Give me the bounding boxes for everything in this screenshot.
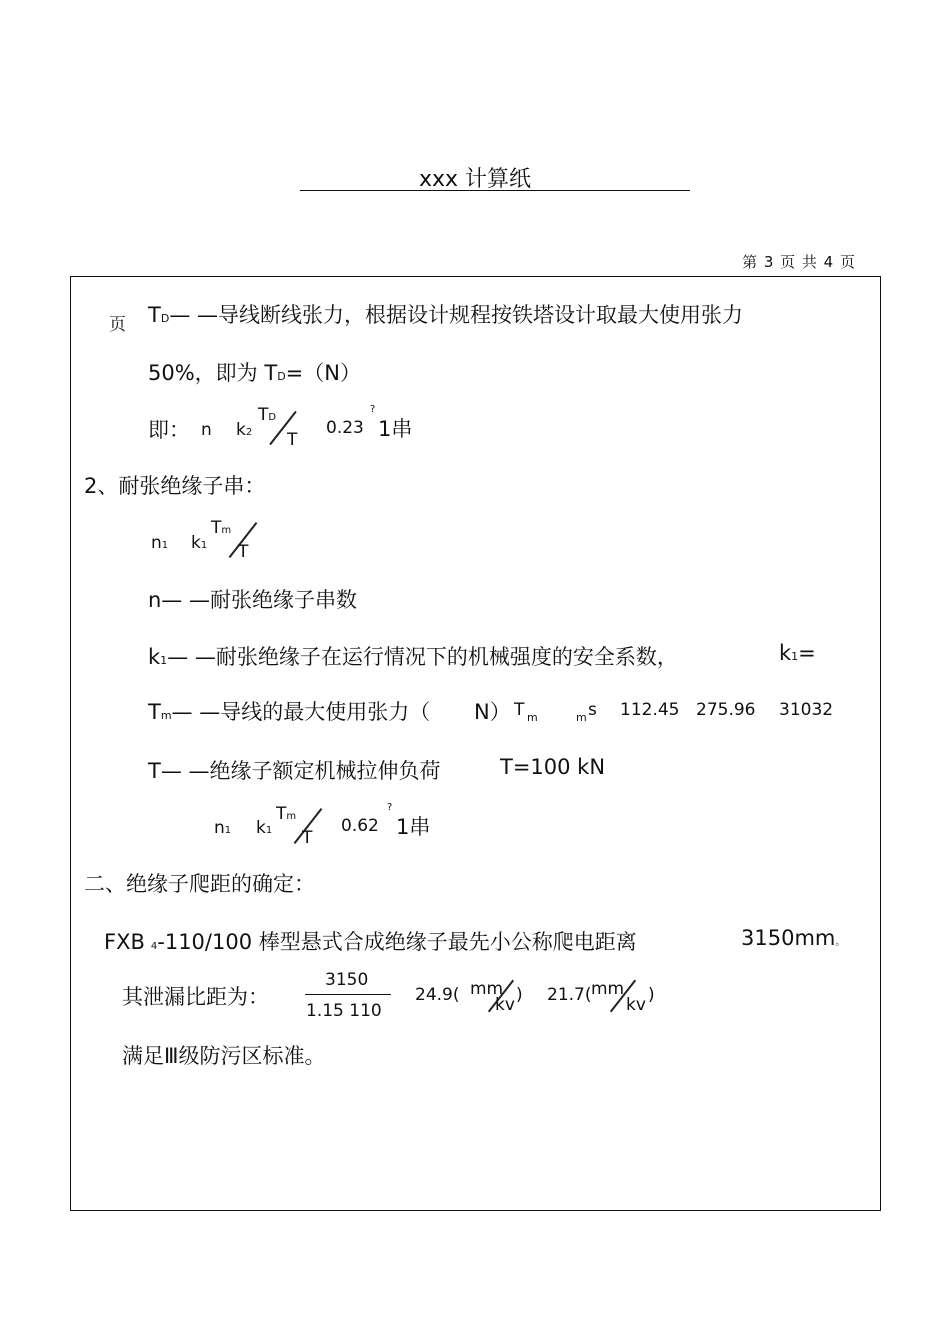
formula-value: 0.23 [326,418,364,438]
m-subscript: m [576,711,587,724]
t-value: T=100 kN [500,755,606,779]
tm-subscript: m [527,711,538,724]
formula-denominator-t: T [238,542,249,562]
td-definition-text: — —导线断线张力，根据设计规程按铁塔设计取最大使用张力 [169,303,743,327]
page-number: 第 3 页 共 4 页 [742,253,856,271]
tm-value-2: 275.96 [696,700,756,720]
leakage-numerator: 3150 [325,970,369,990]
definition-t: T— —绝缘子额定机械拉伸负荷 [148,759,441,783]
calc-numerator: Tm [276,804,297,824]
unit-numerator-2: mm [591,979,625,999]
calc-result: 1串 [396,815,431,839]
formula-k: k2 [236,420,253,440]
definition-tm: Tm— —导线的最大使用张力（ [148,700,431,724]
leakage-denominator: 1.15 110 [306,1001,382,1021]
definition-tm-unit: N） [474,700,511,724]
subscript-d: D [277,370,286,383]
calc-k1: k1 [256,818,273,838]
fraction-bar [305,994,391,995]
formula-numerator: TD [258,405,277,425]
section-heading-tension-string: 2、耐张绝缘子串： [84,474,266,498]
margin-note: 页 [109,315,126,335]
formula-n: n [201,420,212,440]
tm-value-1: 112.45 [620,700,680,720]
unit-denominator-2: kv [626,995,646,1015]
subscript-d: D [160,312,170,325]
content-frame [70,276,881,1211]
calc-denominator: T [302,828,313,848]
definition-k1: k1— —耐张绝缘子在运行情况下的机械强度的安全系数， [148,645,678,669]
symbol-t: T [148,303,161,327]
k1-value: k1= [779,641,816,665]
document-title: xxx 计算纸 [418,167,532,192]
tm-value-3: 31032 [779,700,834,720]
definition-n: n— —耐张绝缘子串数 [148,588,357,612]
formula-lead: 即： [148,418,190,442]
tm-symbol: T [514,700,525,720]
ratio-close-1: ) [516,985,523,1005]
line-td-definition [148,299,743,329]
unit-denominator-1: kv [495,995,515,1015]
leakage-lead: 其泄漏比距为： [122,985,269,1009]
insulator-spec: FXB 4-110/100 棒型悬式合成绝缘子最先小公称爬电距离 [104,930,637,954]
formula-denominator: T [287,430,298,450]
line-td-value [148,357,361,387]
td-value-pre: 50%，即为 T [148,361,278,385]
ratio-value-1: 24.9( [415,985,460,1005]
section-heading-creepage: 二、绝缘子爬距的确定： [84,872,315,896]
creepage-distance: 3150mm。 [741,926,846,950]
formula-result: 1串 [378,417,413,441]
unit-numerator-1: mm [470,979,504,999]
calc-n1: n1 [214,818,232,838]
ratio-value-2: 21.7( [547,985,592,1005]
calc-value: 0.62 [341,816,379,836]
formula-k1: k1 [191,533,208,553]
formula-n1: n1 [151,533,169,553]
unknown-symbol: ? [370,404,376,415]
formula-numerator-tm: Tm [211,518,232,538]
td-value-post: =（N） [285,361,361,385]
unknown-symbol: ? [387,802,393,813]
ratio-close-2: ) [648,985,655,1005]
title-underline [300,190,690,191]
conclusion: 满足Ⅲ级防污区标准。 [122,1044,326,1068]
tm-s: s [588,700,597,720]
